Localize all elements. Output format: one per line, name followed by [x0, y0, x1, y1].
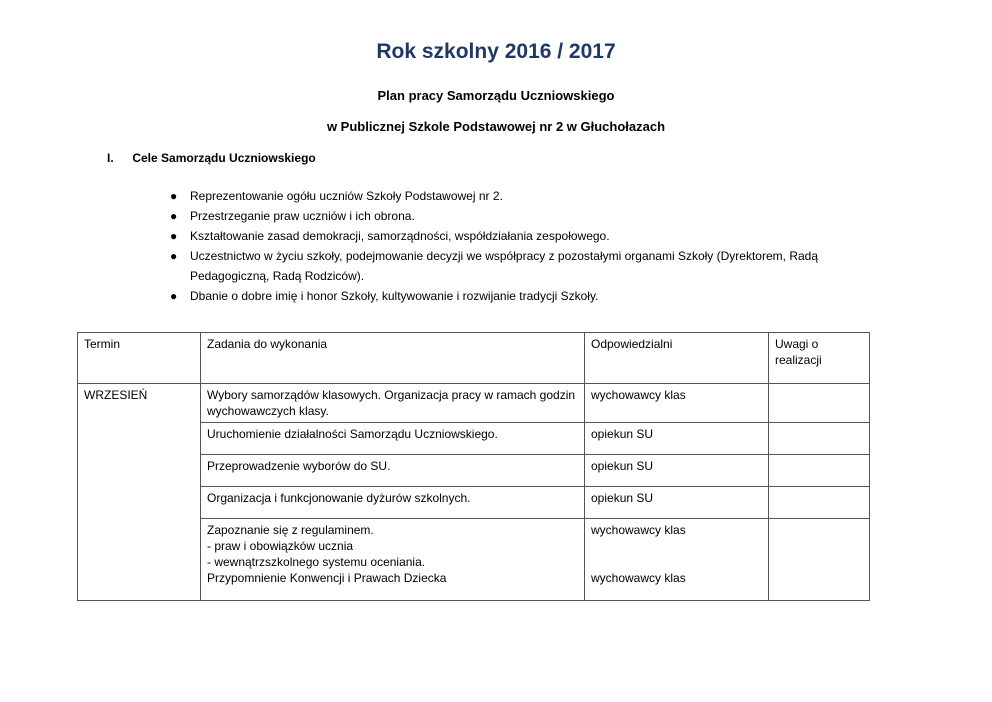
header-uwagi: Uwagi o realizacji: [769, 333, 870, 384]
list-item: ● Reprezentowanie ogółu uczniów Szkoły Podstawowej nr 2.: [170, 186, 870, 206]
notes-cell: [769, 519, 870, 601]
page-title: Rok szkolny 2016 / 2017: [376, 40, 616, 63]
responsible-cell: opiekun SU: [585, 423, 769, 455]
bullet-icon: ●: [170, 289, 178, 303]
list-item: ● Uczestnictwo w życiu szkoły, podejmowanie decyzji we współpracy z pozostałymi organami Szkoły (Dyrektorem, Radą Pedagogiczną, Radą Rodziców).: [170, 246, 870, 286]
month-cell: WRZESIEŃ: [78, 384, 201, 601]
section-number: I.: [107, 151, 114, 165]
school-subtitle: w Publicznej Szkole Podstawowej nr 2 w Głuchołazach: [326, 119, 666, 134]
list-item: ● Kształtowanie zasad demokracji, samorządności, współdziałania zespołowego.: [170, 226, 870, 246]
table-row: [78, 384, 870, 423]
bullet-icon: ●: [170, 209, 178, 223]
notes-cell: [769, 487, 870, 519]
bullet-icon: ●: [170, 229, 178, 243]
header-odpowiedzialni: Odpowiedzialni: [585, 333, 769, 384]
table-header-row: [78, 333, 870, 384]
task-cell: Uruchomienie działalności Samorządu Uczniowskiego.: [201, 423, 585, 455]
list-item: ● Dbanie o dobre imię i honor Szkoły, kultywowanie i rozwijanie tradycji Szkoły.: [170, 286, 870, 306]
bullet-icon: ●: [170, 189, 178, 203]
task-cell: Organizacja i funkcjonowanie dyżurów szkolnych.: [201, 487, 585, 519]
list-item: ● Przestrzeganie praw uczniów i ich obrona.: [170, 206, 870, 226]
task-cell: Zapoznanie się z regulaminem. - praw i obowiązków ucznia - wewnątrzszkolnego systemu oceniania. Przypomnienie Konwencji i Prawach Dziecka: [201, 519, 585, 601]
responsible-cell: wychowawcy klas wychowawcy klas: [585, 519, 769, 601]
section-heading: [107, 151, 316, 165]
header-zadania: Zadania do wykonania: [201, 333, 585, 384]
header-termin: Termin: [78, 333, 201, 384]
plan-subtitle: Plan pracy Samorządu Uczniowskiego: [377, 88, 615, 103]
task-cell: Wybory samorządów klasowych. Organizacja pracy w ramach godzin wychowawczych klasy.: [201, 384, 585, 423]
responsible-cell: opiekun SU: [585, 487, 769, 519]
responsible-cell: wychowawcy klas: [585, 384, 769, 423]
goals-list: [170, 186, 870, 306]
notes-cell: [769, 384, 870, 423]
plan-table: [77, 332, 870, 601]
section-title: Cele Samorządu Uczniowskiego: [132, 151, 316, 165]
task-cell: Przeprowadzenie wyborów do SU.: [201, 455, 585, 487]
notes-cell: [769, 455, 870, 487]
bullet-icon: ●: [170, 249, 178, 263]
notes-cell: [769, 423, 870, 455]
responsible-cell: opiekun SU: [585, 455, 769, 487]
